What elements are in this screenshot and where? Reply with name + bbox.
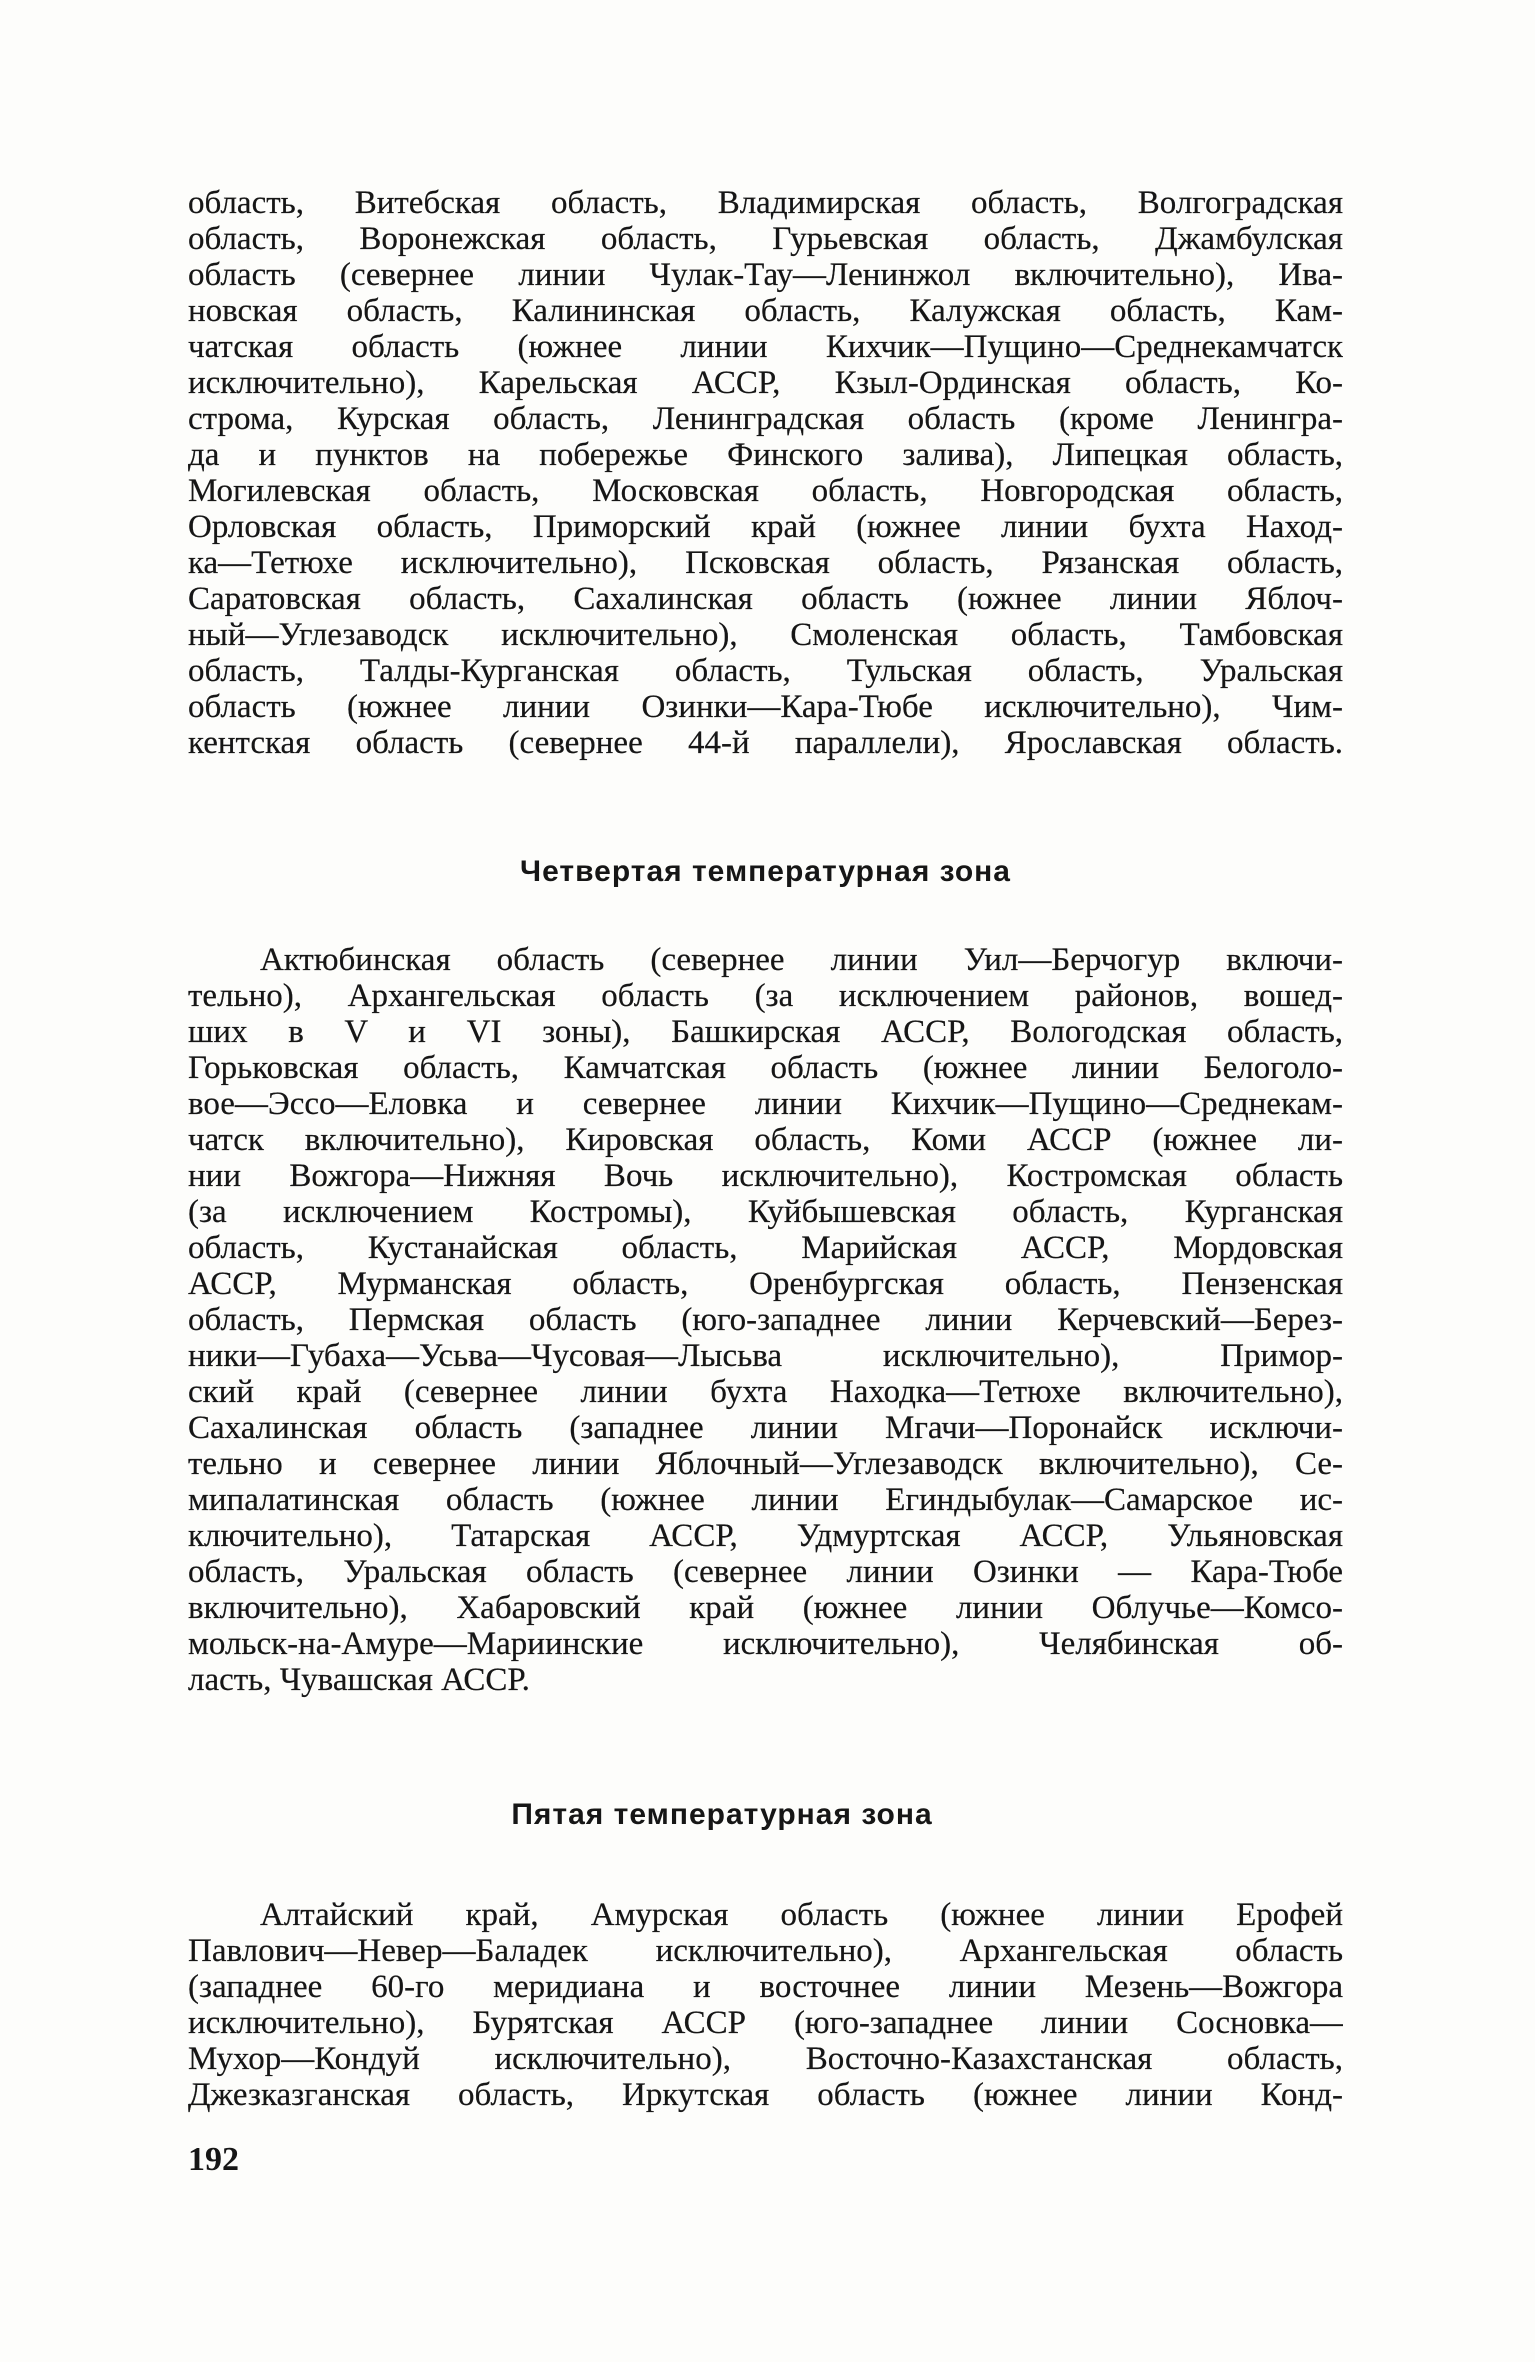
text-line: строма, Курская область, Ленинградская область (кроме Ленингра- — [188, 401, 1343, 437]
text-line: чатск включительно), Кировская область, Коми АССР (южнее ли- — [188, 1122, 1343, 1158]
text-line: новская область, Калининская область, Калужская область, Кам- — [188, 293, 1343, 329]
text-line: исключительно), Бурятская АССР (юго-западнее линии Сосновка— — [188, 2005, 1343, 2041]
paragraph-zone-4 — [188, 942, 1343, 1698]
text-line: область (южнее линии Озинки—Кара-Тюбе исключительно), Чим- — [188, 689, 1343, 725]
text-line: ка—Тетюхе исключительно), Псковская область, Рязанская область, — [188, 545, 1343, 581]
section-heading-zone-4: Четвертая температурная зона — [520, 855, 1011, 888]
text-line: Могилевская область, Московская область, Новгородская область, — [188, 473, 1343, 509]
text-line: тельно), Архангельская область (за исключением районов, вошед- — [188, 978, 1343, 1014]
text-line: исключительно), Карельская АССР, Кзыл-Ординская область, Ко- — [188, 365, 1343, 401]
text-line: кентская область (севернее 44-й параллели), Ярославская область. — [188, 725, 1343, 761]
text-line: нии Вожгора—Нижняя Вочь исключительно), Костромская область — [188, 1158, 1343, 1194]
text-line: Саратовская область, Сахалинская область (южнее линии Яблоч- — [188, 581, 1343, 617]
text-line: Горьковская область, Камчатская область (южнее линии Белоголо- — [188, 1050, 1343, 1086]
text-line: (западнее 60-го меридиана и восточнее линии Мезень—Вожгора — [188, 1969, 1343, 2005]
text-line: Мухор—Кондуй исключительно), Восточно-Казахстанская область, — [188, 2041, 1343, 2077]
text-line: да и пунктов на побережье Финского залива), Липецкая область, — [188, 437, 1343, 473]
text-line: Актюбинская область (севернее линии Уил—Берчогур включи- — [260, 942, 1343, 978]
text-line: область, Воронежская область, Гурьевская область, Джамбулская — [188, 221, 1343, 257]
text-line: включительно), Хабаровский край (южнее линии Облучье—Комсо- — [188, 1590, 1343, 1626]
text-line: вое—Эссо—Еловка и севернее линии Кихчик—Пущино—Среднекам- — [188, 1086, 1343, 1122]
text-line: область (севернее линии Чулак-Тау—Ленинжол включительно), Ива- — [188, 257, 1343, 293]
text-line: ники—Губаха—Усьва—Чусовая—Лысьва исключительно), Примор- — [188, 1338, 1343, 1374]
text-line: Павлович—Невер—Баладек исключительно), Архангельская область — [188, 1933, 1343, 1969]
text-line: область, Кустанайская область, Марийская АССР, Мордовская — [188, 1230, 1343, 1266]
text-line: мипалатинская область (южнее линии Егиндыбулак—Самарское ис- — [188, 1482, 1343, 1518]
text-line: мольск-на-Амуре—Мариинские исключительно), Челябинская об- — [188, 1626, 1343, 1662]
text-line: тельно и севернее линии Яблочный—Углезаводск включительно), Се- — [188, 1446, 1343, 1482]
text-line: Сахалинская область (западнее линии Мгачи—Поронайск исключи- — [188, 1410, 1343, 1446]
paragraph-zone-5 — [188, 1897, 1343, 2113]
page-number: 192 — [188, 2141, 239, 2178]
text-line: ключительно), Татарская АССР, Удмуртская АССР, Ульяновская — [188, 1518, 1343, 1554]
text-line: область, Пермская область (юго-западнее линии Керчевский—Берез- — [188, 1302, 1343, 1338]
text-line: ших в V и VI зоны), Башкирская АССР, Вологодская область, — [188, 1014, 1343, 1050]
text-line: ный—Углезаводск исключительно), Смоленская область, Тамбовская — [188, 617, 1343, 653]
section-heading-zone-5: Пятая температурная зона — [511, 1798, 933, 1831]
text-line: ласть, Чувашская АССР. — [188, 1662, 530, 1698]
text-line: АССР, Мурманская область, Оренбургская область, Пензенская — [188, 1266, 1343, 1302]
text-line: Орловская область, Приморский край (южнее линии бухта Наход- — [188, 509, 1343, 545]
text-line: (за исключением Костромы), Куйбышевская область, Курганская — [188, 1194, 1343, 1230]
text-line: область, Талды-Курганская область, Тульская область, Уральская — [188, 653, 1343, 689]
text-line: область, Витебская область, Владимирская область, Волгоградская — [188, 185, 1343, 221]
text-line: Джезказганская область, Иркутская область (южнее линии Конд- — [188, 2077, 1343, 2113]
text-line: чатская область (южнее линии Кихчик—Пущино—Среднекамчатск — [188, 329, 1343, 365]
text-line: ский край (севернее линии бухта Находка—Тетюхе включительно), — [188, 1374, 1343, 1410]
text-line: область, Уральская область (севернее линии Озинки — Кара-Тюбе — [188, 1554, 1343, 1590]
text-line: Алтайский край, Амурская область (южнее линии Ерофей — [260, 1897, 1343, 1933]
paragraph-continuation — [188, 185, 1343, 761]
